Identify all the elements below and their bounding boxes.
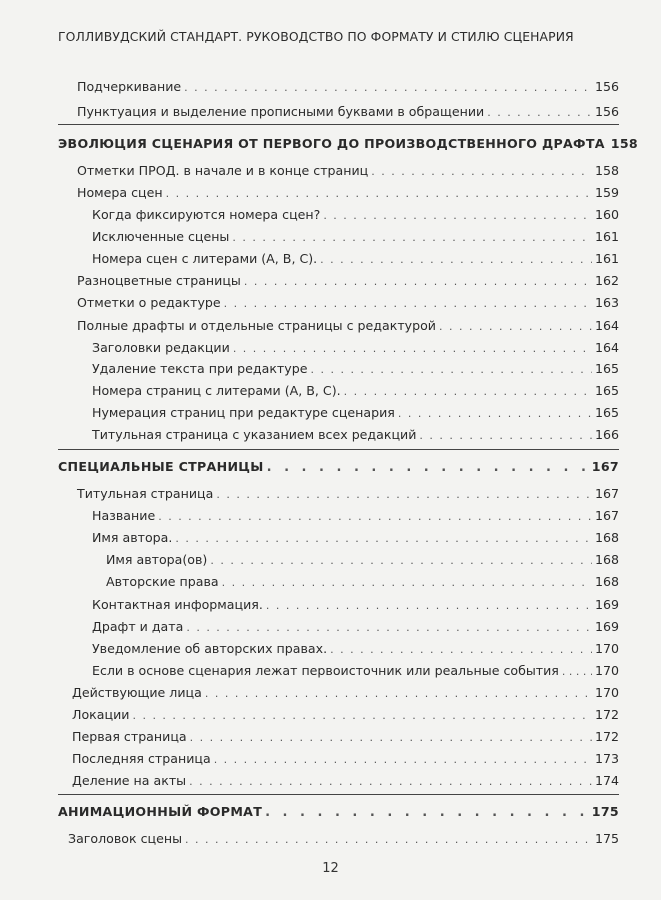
toc-entry[interactable] [92, 619, 619, 634]
toc-entry-page: 168 [594, 552, 619, 567]
leader-dots [562, 665, 592, 678]
toc-entry[interactable] [92, 508, 619, 523]
toc-entry-page: 158 [594, 163, 619, 178]
toc-entry-page: 170 [594, 663, 619, 678]
section-divider [58, 794, 619, 795]
toc-chapter-title: ЭВОЛЮЦИЯ СЦЕНАРИЯ ОТ ПЕРВОГО ДО ПРОИЗВОДСТВЕННОГО ДРАФТА [58, 136, 605, 151]
toc-entry[interactable] [72, 751, 619, 766]
leader-dots [233, 342, 592, 355]
leader-dots [439, 320, 592, 333]
toc-entry-title: Нумерация страниц при редактуре сценария [92, 405, 395, 420]
toc-entry[interactable] [77, 295, 619, 310]
leader-dots [189, 775, 592, 788]
toc-entry-page: 165 [594, 361, 619, 376]
toc-entry-page: 163 [594, 295, 619, 310]
toc-entry-page: 161 [594, 251, 619, 266]
toc-entry-title: Отметки ПРОД. в начале и в конце страниц [77, 163, 369, 178]
toc-entry-title: Удаление текста при редактуре [92, 361, 308, 376]
toc-entry-page: 166 [594, 427, 619, 442]
toc-entry-page: 172 [594, 729, 619, 744]
toc-entry[interactable] [92, 229, 619, 244]
toc-entry[interactable] [72, 707, 619, 722]
toc-entry-title: Драфт и дата [92, 619, 184, 634]
toc-entry[interactable] [92, 427, 619, 442]
toc-entry-title: Отметки о редактуре [77, 295, 221, 310]
toc-entry-title: Имя автора(ов) [106, 552, 208, 567]
toc-entry-title: Деление на акты [72, 773, 187, 788]
leader-dots [185, 833, 592, 846]
toc-chapter-page: 158 [610, 136, 638, 151]
toc-entry-page: 162 [594, 273, 619, 288]
toc-entry-title: Авторские права [106, 574, 219, 589]
toc-entry-page: 169 [594, 619, 619, 634]
toc-entry-page: 168 [594, 530, 619, 545]
leader-dots [244, 275, 592, 288]
leader-dots [487, 106, 592, 119]
toc-entry[interactable] [77, 318, 619, 333]
toc-entry-page: 165 [594, 383, 619, 398]
toc-entry-title: Если в основе сценария лежат первоисточник или реальные события [92, 663, 559, 678]
toc-entry[interactable] [92, 361, 619, 376]
toc-chapter[interactable] [58, 804, 619, 820]
toc-entry-page: 173 [594, 751, 619, 766]
leader-dots [222, 576, 592, 589]
toc-entry[interactable] [92, 207, 619, 222]
leader-dots [371, 165, 592, 178]
page-number: 12 [322, 861, 339, 876]
toc-entry-title: Подчеркивание [77, 79, 182, 94]
toc-entry-title: Разноцветные страницы [77, 273, 241, 288]
toc-entry-title: Титульная страница с указанием всех редакций [92, 427, 417, 442]
toc-entry[interactable] [92, 251, 619, 266]
toc-entry[interactable] [77, 104, 619, 119]
toc-entry-page: 161 [594, 229, 619, 244]
toc-entry-page: 174 [594, 773, 619, 788]
toc-entry[interactable] [77, 163, 619, 178]
toc-entry-page: 170 [594, 685, 619, 700]
leader-dots [419, 429, 592, 442]
toc-chapter-page: 167 [591, 459, 619, 474]
toc-entry-page: 156 [594, 79, 619, 94]
toc-entry-title: Действующие лица [72, 685, 202, 700]
toc-entry[interactable] [92, 405, 619, 420]
toc-entry[interactable] [68, 831, 619, 846]
toc-entry-title: Номера страниц с литерами (А, В, С). [92, 383, 341, 398]
toc-entry-title: Локации [72, 707, 130, 722]
toc-entry-page: 172 [594, 707, 619, 722]
toc-entry-page: 175 [594, 831, 619, 846]
toc-entry[interactable] [92, 663, 619, 678]
toc-entry-page: 169 [594, 597, 619, 612]
toc-entry-page: 165 [594, 405, 619, 420]
toc-entry-page: 167 [594, 508, 619, 523]
toc-entry-page: 170 [594, 641, 619, 656]
toc-entry[interactable] [72, 729, 619, 744]
toc-entry-title: Пунктуация и выделение прописными буквами в обращении [77, 104, 485, 119]
leader-dots [186, 621, 592, 634]
toc-entry-title: Номера сцен с литерами (А, В, С). [92, 251, 318, 266]
toc-entry-page: 168 [594, 574, 619, 589]
toc-entry[interactable] [77, 185, 619, 200]
toc-entry-page: 164 [594, 318, 619, 333]
leader-dots [320, 253, 592, 266]
leader-dots [205, 687, 592, 700]
toc-entry-title: Название [92, 508, 156, 523]
toc-entry[interactable] [72, 773, 619, 788]
leader-dots [267, 460, 589, 475]
toc-entry-title: Исключенные сцены [92, 229, 230, 244]
section-divider [58, 449, 619, 450]
toc-entry-title: Полные драфты и отдельные страницы с редактурой [77, 318, 436, 333]
toc-entry-title: Когда фиксируются номера сцен? [92, 207, 321, 222]
toc-chapter-page: 175 [591, 804, 619, 819]
toc-entry[interactable] [77, 273, 619, 288]
leader-dots [175, 532, 592, 545]
toc-entry[interactable] [92, 340, 619, 355]
leader-dots [323, 209, 592, 222]
toc-entry-title: Заголовки редакции [92, 340, 230, 355]
toc-entry-title: Титульная страница [77, 486, 214, 501]
leader-dots [224, 297, 592, 310]
toc-entry-page: 167 [594, 486, 619, 501]
toc-entry[interactable] [92, 641, 619, 656]
leader-dots [158, 510, 592, 523]
toc-entry-title: Заголовок сцены [68, 831, 183, 846]
toc-chapter[interactable] [58, 459, 619, 475]
leader-dots [330, 643, 592, 656]
leader-dots [266, 599, 592, 612]
running-head: ГОЛЛИВУДСКИЙ СТАНДАРТ. РУКОВОДСТВО ПО ФОРМАТУ И СТИЛЮ СЦЕНАРИЯ [58, 29, 574, 44]
toc-entry[interactable] [106, 574, 619, 589]
toc-entry-page: 156 [594, 104, 619, 119]
toc-entry[interactable] [106, 552, 619, 567]
section-divider [58, 124, 619, 125]
toc-entry[interactable] [72, 685, 619, 700]
leader-dots [210, 554, 592, 567]
toc-entry-title: Уведомление об авторских правах. [92, 641, 328, 656]
leader-dots [232, 231, 592, 244]
toc-entry-page: 160 [594, 207, 619, 222]
toc-entry[interactable] [77, 486, 619, 501]
leader-dots [265, 805, 589, 820]
leader-dots [184, 81, 592, 94]
toc-entry[interactable] [77, 79, 619, 94]
leader-dots [398, 407, 592, 420]
toc-entry-page: 164 [594, 340, 619, 355]
leader-dots [216, 488, 592, 501]
toc-chapter[interactable] [58, 136, 638, 152]
toc-entry[interactable] [92, 383, 619, 398]
toc-entry-title: Контактная информация. [92, 597, 263, 612]
leader-dots [310, 363, 591, 376]
leader-dots [132, 709, 592, 722]
toc-chapter-title: СПЕЦИАЛЬНЫЕ СТРАНИЦЫ [58, 459, 264, 474]
leader-dots [344, 385, 592, 398]
toc-entry[interactable] [92, 530, 619, 545]
toc-entry-title: Последняя страница [72, 751, 211, 766]
toc-chapter-title: АНИМАЦИОННЫЙ ФОРМАТ [58, 804, 263, 819]
toc-entry-page: 159 [594, 185, 619, 200]
leader-dots [214, 753, 592, 766]
leader-dots [190, 731, 592, 744]
toc-entry-title: Имя автора. [92, 530, 173, 545]
leader-dots [166, 187, 592, 200]
toc-entry-title: Номера сцен [77, 185, 163, 200]
toc-entry[interactable] [92, 597, 619, 612]
toc-entry-title: Первая страница [72, 729, 187, 744]
